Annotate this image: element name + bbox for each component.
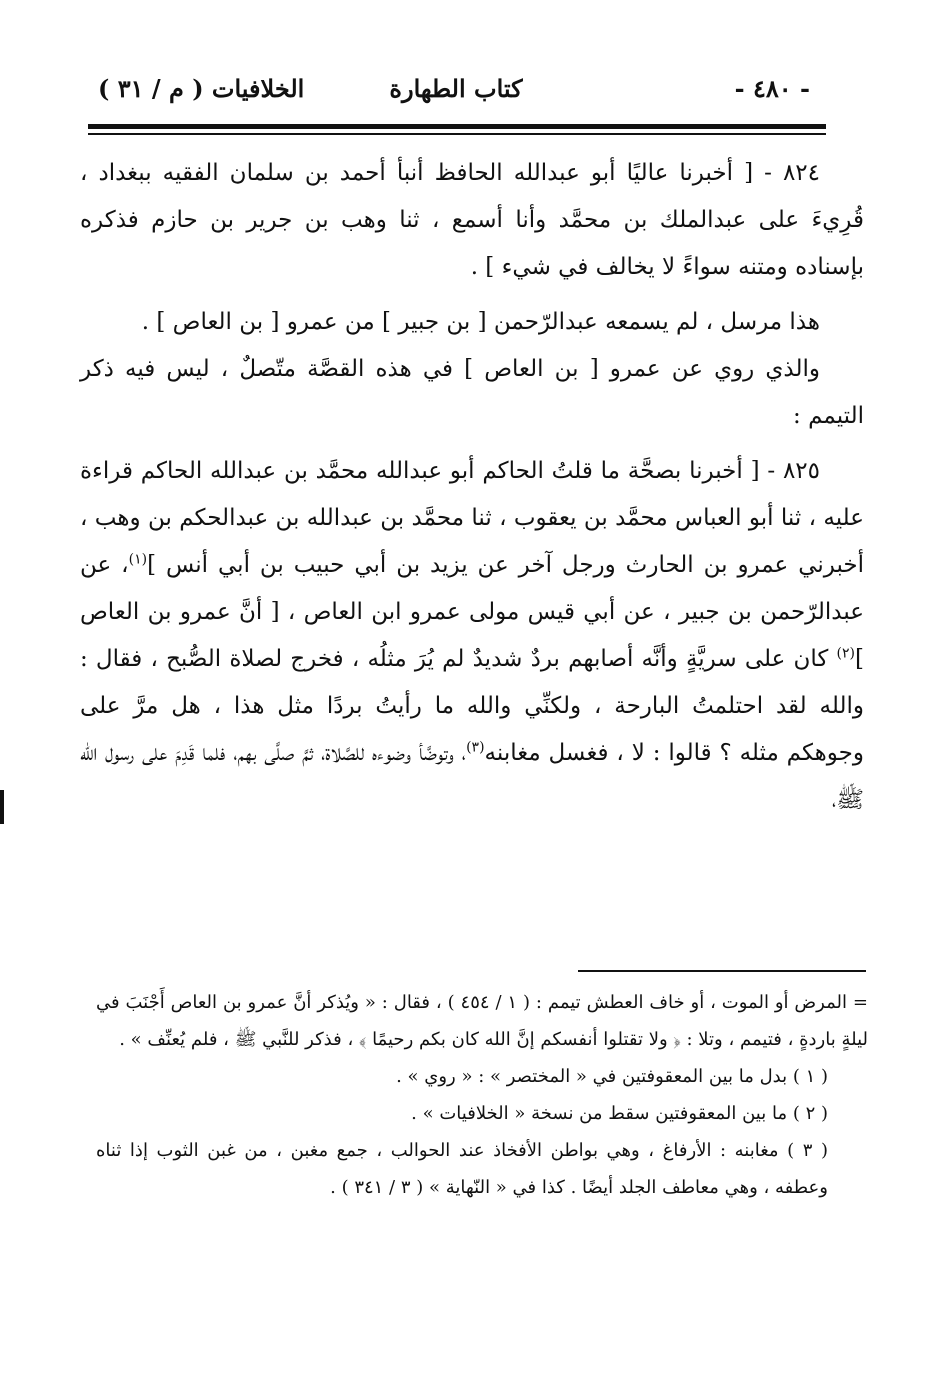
hadith-825-text-b: ، عن عبدالرّحمن بن جبير ، عن أبي قيس مولى عمرو ابن العاص ، [ أنَّ عمرو بن العاص ] <box>80 552 864 672</box>
hadith-825-text-d: ، وتوضَّأ وضوءه للصَّلاة، ثمَّ صلَّى بهم، فلما قَدِمَ على رسول الله ﷺ، <box>80 740 864 813</box>
header-rule-thin <box>88 133 826 135</box>
footnote-separator <box>578 970 866 972</box>
footnote-1: ( ١ ) بدل ما بين المعقوفتين في « المختصر » : « روي » . <box>396 1066 828 1087</box>
section-label: الخلافيات ( م / ٣١ ) <box>98 74 305 103</box>
header-rule-thick <box>88 124 826 129</box>
book-title: كتاب الطهارة <box>389 74 523 103</box>
hadith-824: ٨٢٤ - [ أخبرنا عاليًا أبو عبدالله الحافظ أنبأ أحمد بن سلمان الفقيه ببغداد ، قُرِيءَ على عبدالملك بن محمَّد وأنا أسمع ، ثنا وهب بن جرير بن حازم فذكره بإسناده ومتنه سواءً لا يخالف في شيء ] . <box>80 160 864 280</box>
footnote-continuation: = المرض أو الموت ، أو خاف العطش تيمم : ( ١ / ٤٥٤ ) ، فقال : « ويُذكر أنَّ عمرو بن العاص أَجْنَبَ في ليلةٍ باردةٍ ، فتيمم ، وتلا : ﴿ ولا تقتلوا أنفسكم إنَّ الله كان بكم رحيمًا ﴾ ، فذكر للنَّبي ﷺ ، فلم يُعنِّف » . <box>96 992 868 1050</box>
hadith-825 <box>80 448 864 824</box>
footnote-ref-2[interactable]: (٢) <box>836 645 856 662</box>
hadith-825-text-a: ٨٢٥ - [ أخبرنا بصحَّة ما قلتُ الحاكم أبو عبدالله محمَّد بن عبدالله الحاكم قراءة عليه ، ثنا أبو العباس محمَّد بن يعقوب ، ثنا محمَّد بن عبدالله بن عبدالحكم بن وهب ، أخبرني عمرو بن الحارث ورجل آخر عن يزيد بن أبي حبيب بن أبي أنس ] <box>80 458 865 578</box>
footnote-2: ( ٢ ) ما بين المعقوفتين سقط من نسخة « الخلافيات » . <box>411 1103 828 1124</box>
hadith-825-text-c: كان على سريَّةٍ وأنَّه أصابهم بردٌ شديدٌ لم يُرَ مثلُه ، فخرج لصلاة الصُّبح ، فقال : والله لقد احتلمتُ البارحة ، ولكنِّي والله ما رأيتُ بردًا مثل هذا ، هل مرَّ على وجوهكم مثله ؟ قالوا : لا ، فغسل مغابنه <box>80 646 864 766</box>
footnote-3: ( ٣ ) مغابنه : الأرفاغ ، وهي بواطن الأفخاذ عند الحوالب ، جمع مغبن ، من غبن الثوب إذا ثناه وعطفه ، وهي معاطف الجلد أيضًا . كذا في « النّهاية » ( ٣ / ٣٤١ ) . <box>96 1140 828 1198</box>
footnote-ref-1[interactable]: (١) <box>128 551 148 568</box>
footnotes <box>96 984 868 1206</box>
page-number: - ٤٨٠ - <box>734 74 810 103</box>
scan-edge-mark <box>0 790 4 824</box>
commentary-paragraph-2: والذي روي عن عمرو [ بن العاص ] في هذه القصَّة متّصلٌ ، ليس فيه ذكر التيمم : <box>80 356 864 429</box>
running-header <box>88 68 824 118</box>
footnote-ref-3[interactable]: (٣) <box>466 739 485 756</box>
main-text <box>80 150 864 824</box>
commentary-paragraph: هذا مرسل ، لم يسمعه عبدالرّحمن [ بن جبير ] من عمرو [ بن العاص ] . <box>141 309 820 335</box>
